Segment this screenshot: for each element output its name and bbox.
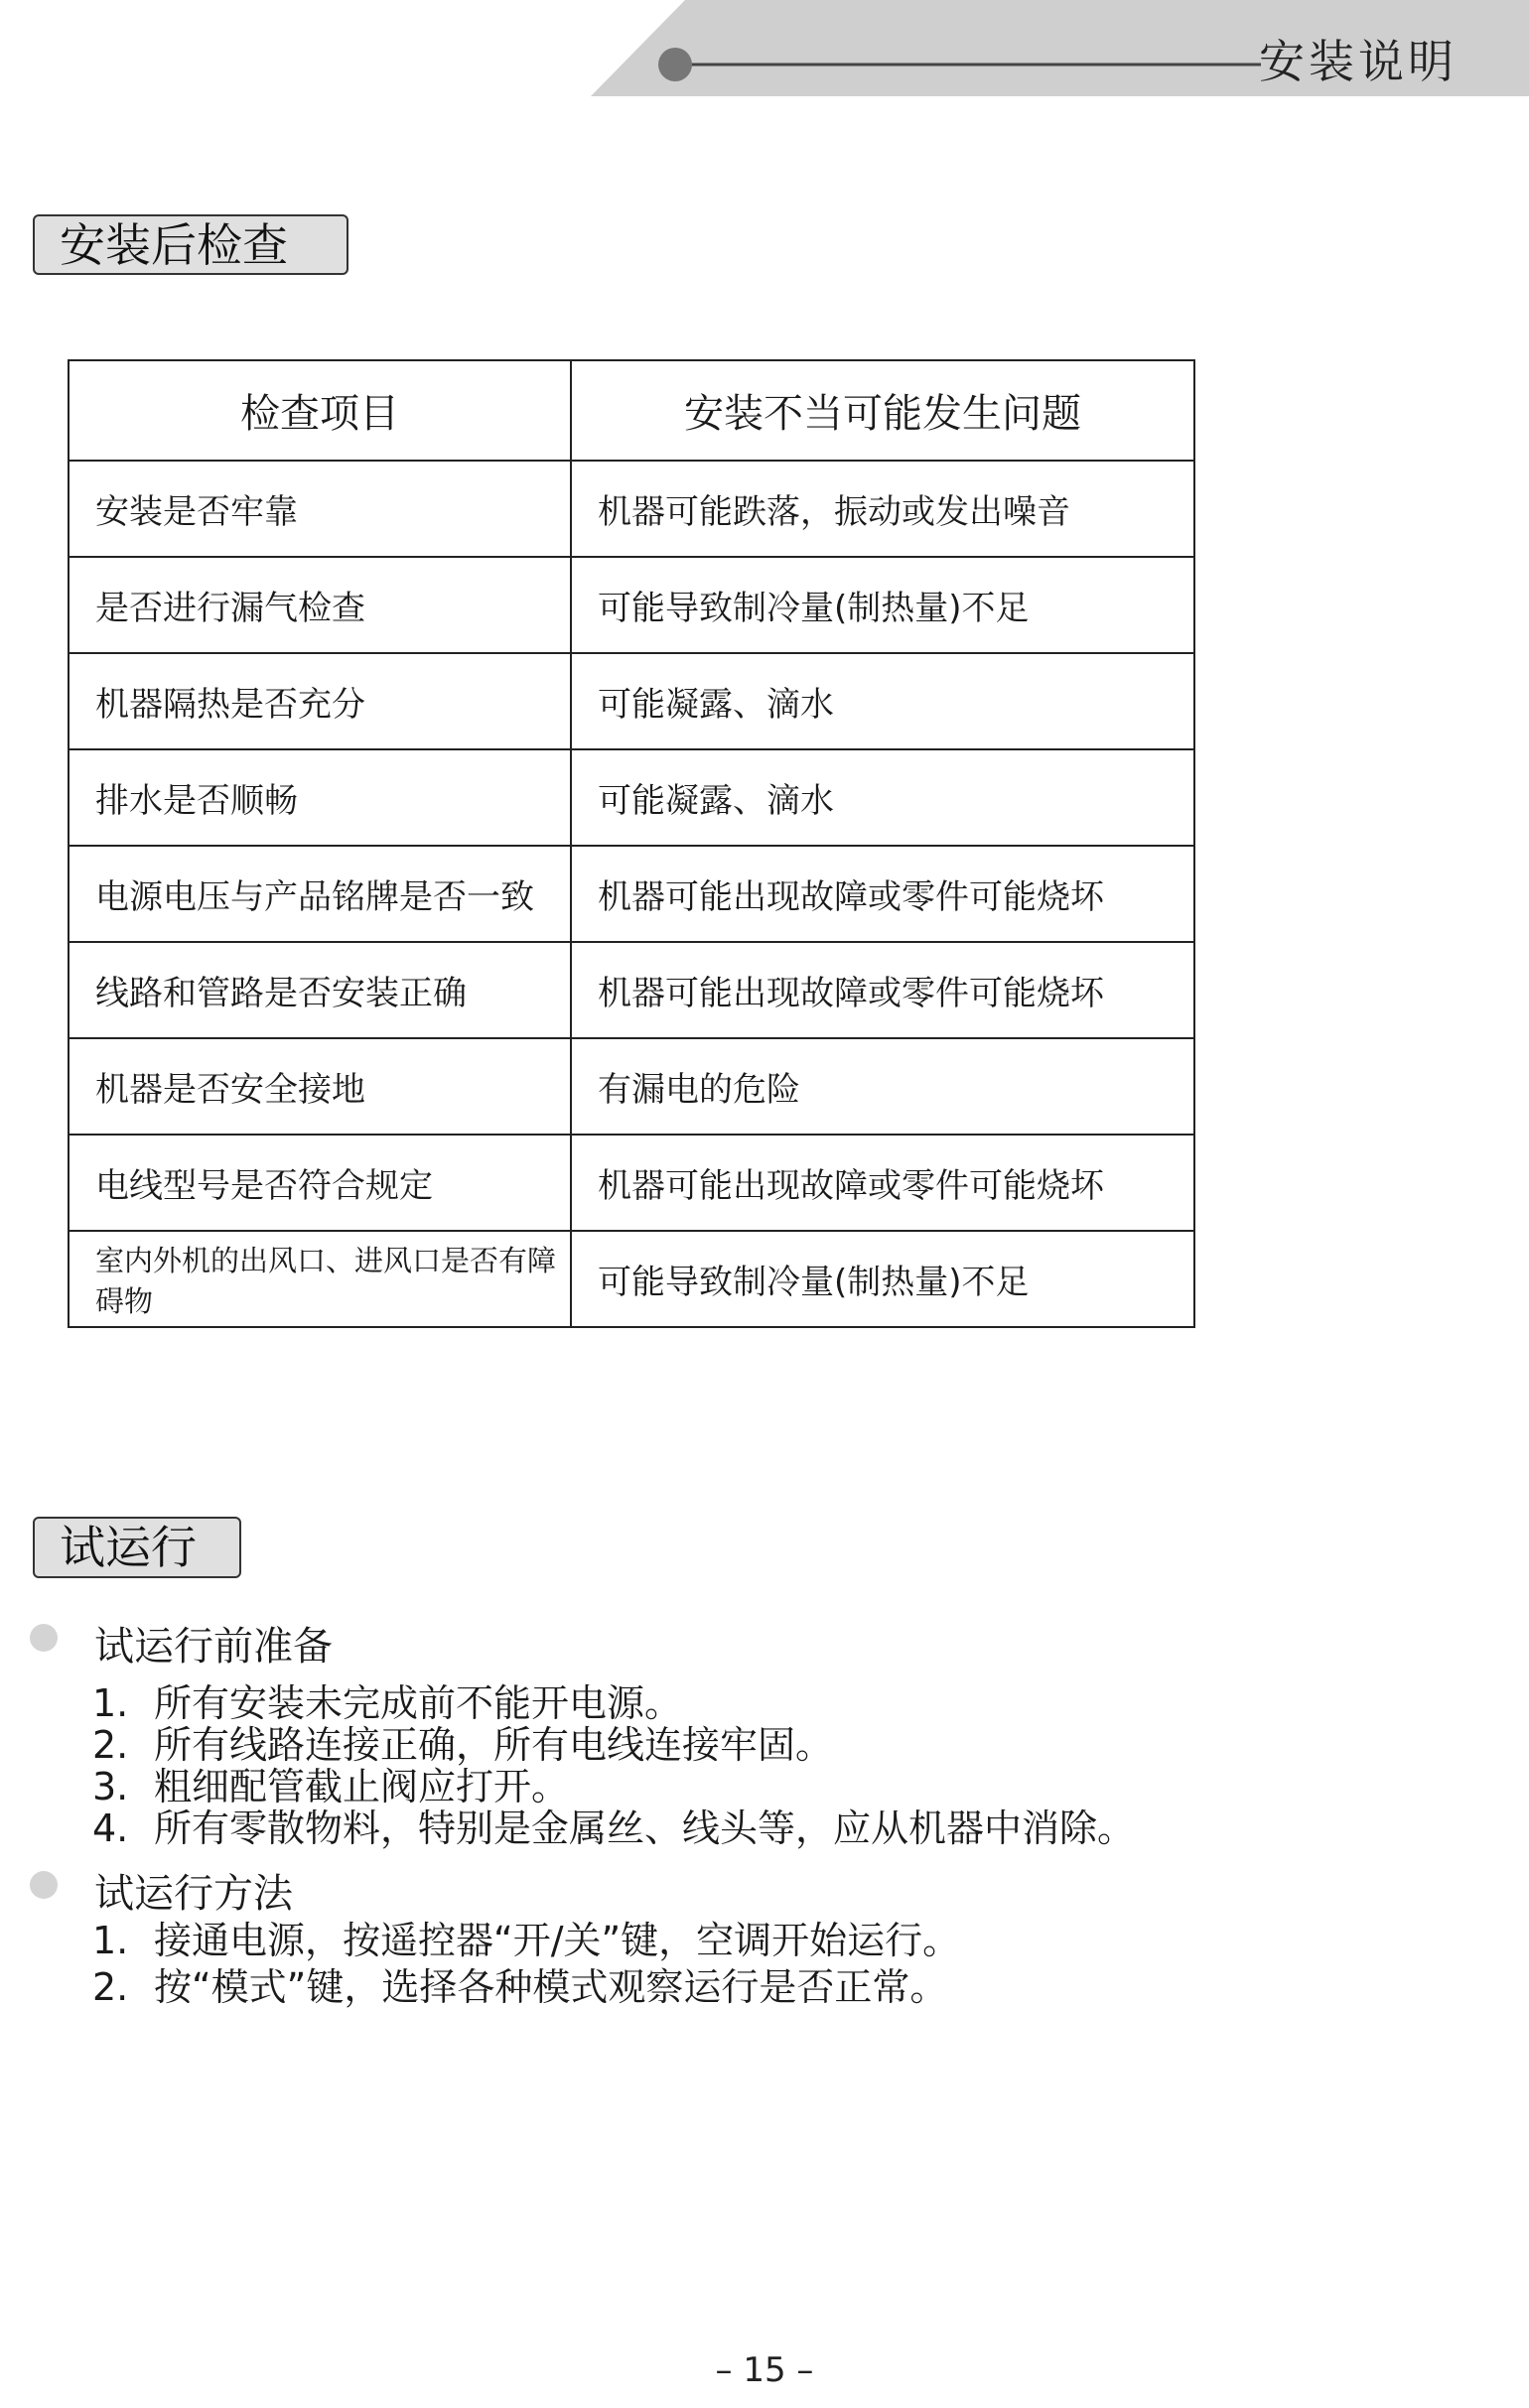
step-number: 3.: [92, 1765, 129, 1808]
list-item: [92, 1807, 1135, 1849]
column-header-possible-problem: 安装不当可能发生问题: [571, 360, 1194, 461]
table-row: [69, 557, 1194, 653]
problem-cell: 可能凝露、滴水: [571, 653, 1194, 749]
problem-cell: 机器可能出现故障或零件可能烧坏: [571, 1135, 1194, 1231]
method-steps: [92, 1920, 960, 2008]
list-item: [92, 1682, 1135, 1724]
step-number: 2.: [92, 1723, 129, 1767]
check-item-cell: 室内外机的出风口、进风口是否有障碍物: [69, 1231, 571, 1327]
step-text: 所有安装未完成前不能开电源。: [154, 1681, 683, 1725]
problem-cell: 可能导致制冷量(制热量)不足: [571, 1231, 1194, 1327]
check-item-cell: 安装是否牢靠: [69, 461, 571, 557]
table-row: [69, 1231, 1194, 1327]
check-table: [68, 359, 1195, 1328]
problem-cell: 机器可能出现故障或零件可能烧坏: [571, 942, 1194, 1038]
column-header-check-item: 检查项目: [69, 360, 571, 461]
method-title: 试运行方法: [94, 1871, 293, 1917]
table-row: [69, 461, 1194, 557]
table-row: [69, 1038, 1194, 1135]
list-item: [92, 1966, 960, 2008]
section-heading-trial-run: 试运行: [33, 1517, 241, 1578]
check-item-cell: 排水是否顺畅: [69, 749, 571, 846]
table-header-row: [69, 360, 1194, 461]
preparation-title: 试运行前准备: [94, 1624, 333, 1670]
table-row: [69, 1135, 1194, 1231]
table-row: [69, 653, 1194, 749]
check-item-cell: 电线型号是否符合规定: [69, 1135, 571, 1231]
bullet-dot: [30, 1871, 58, 1899]
list-item: [92, 1766, 1135, 1807]
header-title: 安装说明: [1259, 35, 1458, 88]
table-row: [69, 846, 1194, 942]
table-row: [69, 749, 1194, 846]
step-number: 1.: [92, 1919, 129, 1962]
check-item-cell: 是否进行漏气检查: [69, 557, 571, 653]
step-number: 2.: [92, 1965, 129, 2009]
problem-cell: 可能导致制冷量(制热量)不足: [571, 557, 1194, 653]
table-row: [69, 942, 1194, 1038]
bullet-dot: [30, 1624, 58, 1652]
check-item-cell: 机器隔热是否充分: [69, 653, 571, 749]
check-item-cell: 机器是否安全接地: [69, 1038, 571, 1135]
step-number: 4.: [92, 1806, 129, 1850]
page-number: – 15 –: [715, 2350, 814, 2390]
problem-cell: 机器可能出现故障或零件可能烧坏: [571, 846, 1194, 942]
problem-cell: 机器可能跌落，振动或发出噪音: [571, 461, 1194, 557]
preparation-steps: [92, 1682, 1135, 1849]
problem-cell: 有漏电的危险: [571, 1038, 1194, 1135]
step-text: 接通电源，按遥控器“开/关”键，空调开始运行。: [154, 1919, 961, 1962]
step-text: 粗细配管截止阀应打开。: [154, 1765, 570, 1808]
check-item-cell: 电源电压与产品铭牌是否一致: [69, 846, 571, 942]
list-item: [92, 1920, 960, 1966]
check-item-cell: 线路和管路是否安装正确: [69, 942, 571, 1038]
step-text: 所有零散物料，特别是金属丝、线头等，应从机器中消除。: [154, 1806, 1136, 1850]
list-item: [92, 1724, 1135, 1766]
step-number: 1.: [92, 1681, 129, 1725]
section-heading-install-check: 安装后检查: [33, 214, 348, 275]
problem-cell: 可能凝露、滴水: [571, 749, 1194, 846]
step-text: 所有线路连接正确，所有电线连接牢固。: [154, 1723, 834, 1767]
step-text: 按“模式”键，选择各种模式观察运行是否正常。: [154, 1965, 948, 2009]
